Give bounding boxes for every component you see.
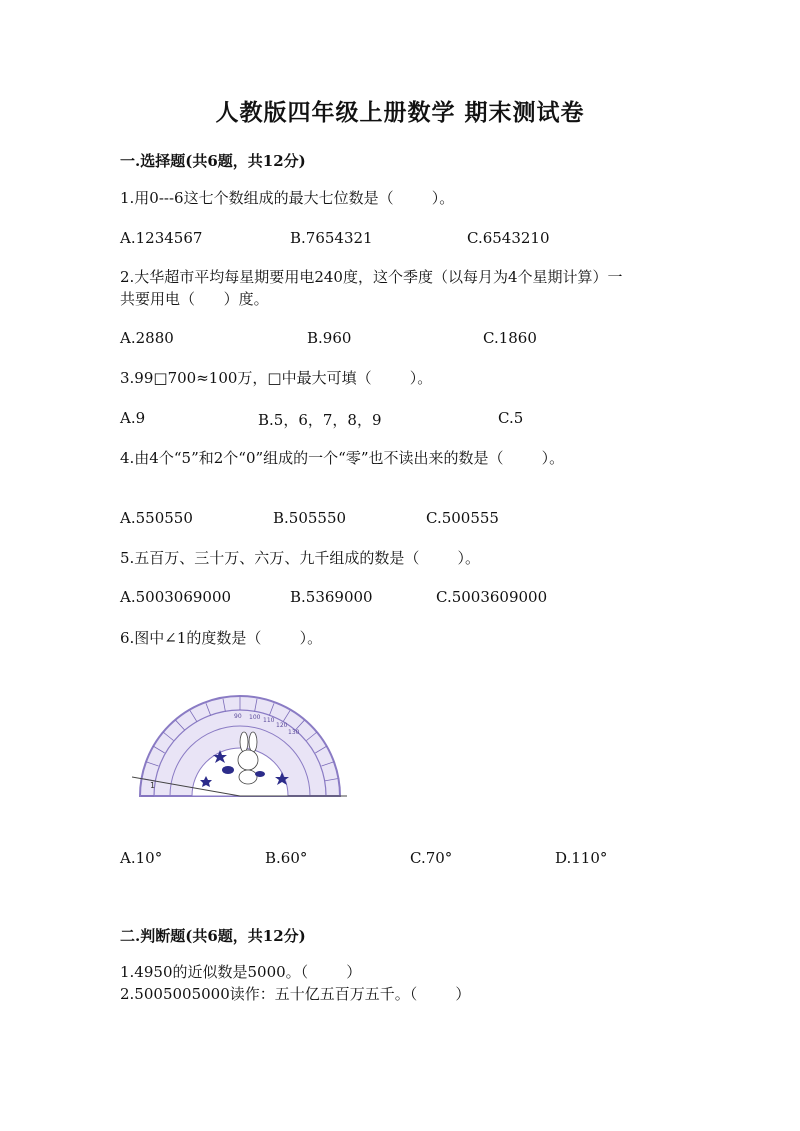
q5-option-a[interactable]: A.5003069000 [120, 588, 232, 606]
protractor-figure [132, 684, 347, 806]
q4-option-c[interactable]: C.500555 [426, 509, 499, 527]
q3-option-c[interactable]: C.5 [498, 409, 524, 427]
q6-option-d[interactable]: D.110° [555, 849, 608, 867]
q1-option-c[interactable]: C.6543210 [467, 229, 550, 247]
q1-option-b[interactable]: B.7654321 [290, 229, 373, 247]
q6-option-a[interactable]: A.10° [120, 849, 163, 867]
scale-label-100: 100 [249, 714, 261, 721]
question-4: 4.由4个“5”和2个“0”组成的一个“零”也不读出来的数是（ ）。 [120, 449, 565, 467]
question-5: 5.五百万、三十万、六万、九千组成的数是（ ）。 [120, 549, 480, 567]
scale-label-130: 130 [288, 729, 300, 736]
q6-option-c[interactable]: C.70° [410, 849, 453, 867]
section-heading-choice: 一.选择题(共6题，共12分) [120, 152, 306, 170]
angle-1-label: 1 [150, 781, 156, 790]
q2-option-a[interactable]: A.2880 [120, 329, 174, 347]
q3-option-a[interactable]: A.9 [120, 409, 146, 427]
q3-option-b[interactable]: B.5，6，7，8，9 [258, 411, 382, 429]
q4-option-a[interactable]: A.550550 [120, 509, 193, 527]
bunny-icon [238, 732, 258, 784]
page-title: 人教版四年级上册数学 期末测试卷 [215, 99, 585, 126]
q6-option-b[interactable]: B.60° [265, 849, 308, 867]
scale-label-120: 120 [276, 722, 288, 729]
protractor-drawing [132, 684, 347, 802]
q2-option-b[interactable]: B.960 [307, 329, 352, 347]
scale-label-110: 110 [263, 717, 275, 724]
question-6: 6.图中∠1的度数是（ ）。 [120, 629, 323, 647]
question-2-line-2: 共要用电（ ）度。 [120, 290, 269, 308]
q5-option-b[interactable]: B.5369000 [290, 588, 373, 606]
section-heading-judgement: 二.判断题(共6题，共12分) [120, 927, 306, 945]
question-2-line-1: 2.大华超市平均每星期要用电240度，这个季度（以每月为4个星期计算）一 [120, 268, 623, 286]
judgement-2: 2.5005005000读作：五十亿五百万五千。（ ） [120, 985, 471, 1003]
question-3: 3.99□700≈100万，□中最大可填（ ）。 [120, 369, 433, 387]
scale-label-90: 90 [234, 713, 242, 720]
judgement-1: 1.4950的近似数是5000。（ ） [120, 963, 362, 981]
q1-option-a[interactable]: A.1234567 [120, 229, 203, 247]
q2-option-c[interactable]: C.1860 [483, 329, 537, 347]
q4-option-b[interactable]: B.505550 [273, 509, 347, 527]
question-1: 1.用0---6这七个数组成的最大七位数是（ ）。 [120, 189, 455, 207]
q5-option-c[interactable]: C.5003609000 [436, 588, 548, 606]
